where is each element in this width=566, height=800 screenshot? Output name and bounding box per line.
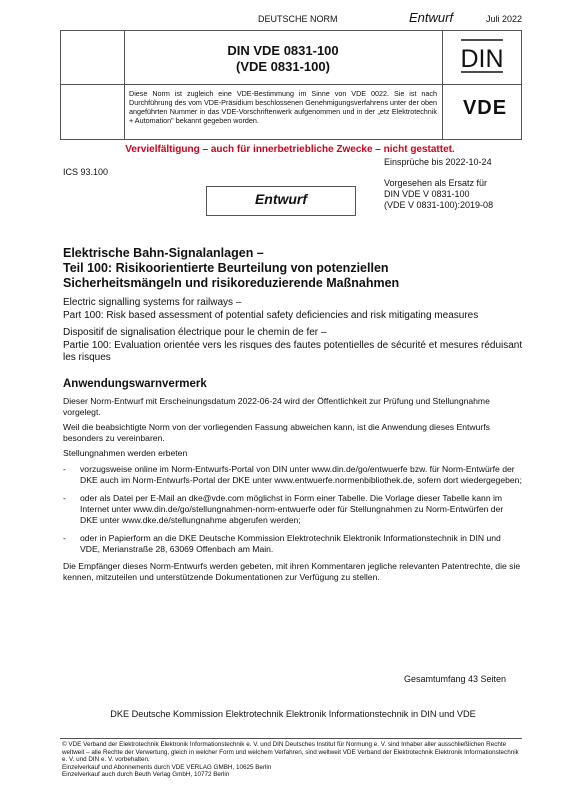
list-item-text: oder in Papierform an die DKE Deutsche Kommission Elektrotechnik Elektronik Informationstechnik in DIN und VDE, Merianstraße 28, 63069 Offenbach am Main. (80, 533, 501, 554)
title-english-line2: Part 100: Risk based assessment of potential safety deficiencies and risk mitigating measures (63, 309, 479, 321)
footer-copyright: © VDE Verband der Elektrotechnik Elektronik Informationstechnik e. V. und DIN Deutsches Institut für Normung e. V. sind Inhaber aller ausschließlichen Rechte weltweit – alle Rechte der Verwertung, gleich in welcher Form und welchem Verfahren, sind weltweit VDE Verband der Elektrotechnik Elektronik Informationstechnik e. V. und DIN e. V. vorbehalten. (62, 741, 519, 764)
list-dash: - (63, 464, 66, 474)
din-logo (461, 39, 503, 73)
din-number: DIN VDE 0831-100 (227, 43, 339, 58)
title-english-line1: Electric signalling systems for railways – (63, 297, 242, 308)
title-german-line3: Sicherheitsmängeln und risikoreduzierende Maßnahmen (63, 276, 400, 290)
draft-label-header: Entwurf (409, 10, 454, 25)
list-item-text: oder als Datei per E-Mail an dke@vde.com möglichst in Form einer Tabelle. Die Vorlage dieser Tabelle kann im Internet unter www.din.de/go/stellungnahmen-norm-entwuerfe oder für Stellungnahmen zu Norm-Entwürfen der DKE unter www.dke.de/stellungnahme abgerufen werden; (80, 493, 504, 525)
replacement-line2: DIN VDE V 0831-100 (384, 189, 470, 199)
din-logo-text: DIN (461, 45, 503, 73)
title-german-line1: Elektrische Bahn-Signalanlagen – (63, 246, 264, 260)
warning-para1: Dieser Norm-Entwurf mit Erscheinungsdatum 2022-06-24 wird der Öffentlichkeit zur Prüfung und Stellungnahme vorgelegt. (63, 396, 490, 417)
title-french-line1: Dispositif de signalisation électrique pour le chemin de fer – (63, 327, 327, 338)
title-english (63, 297, 533, 322)
dke-line: DKE Deutsche Kommission Elektrotechnik Elektronik Informationstechnik in DIN und VDE (110, 709, 476, 719)
footer-divider (60, 738, 522, 739)
warning-para2: Weil die beabsichtigte Norm von der vorliegenden Fassung abweichen kann, ist die Anwendung dieses Entwurfs besonders zu vereinbaren. (63, 422, 490, 443)
vde-number: (VDE 0831-100) (236, 59, 330, 74)
title-german (63, 246, 523, 291)
title-french-line2: Partie 100: Evaluation orientée vers les risques des fautes potentielles de sécurité et mesures réduisant les risques (63, 339, 523, 363)
title-block-divider-v2 (442, 30, 443, 139)
list-item (63, 464, 523, 486)
title-block-divider-h (60, 84, 522, 85)
title-german-line2: Teil 100: Risikoorientierte Beurteilung von potenziellen (63, 261, 389, 275)
footer (62, 741, 522, 779)
list-item-text: vorzugsweise online im Norm-Entwurfs-Portal von DIN unter www.din.de/go/entwuerfe bzw. für Norm-Entwürfe der DKE auch im Norm-Entwurfs-Portal der DKE unter www.entwuerfe.normenbibliothek.de, sofern dort wiedergegeben; (80, 464, 522, 485)
list-dash: - (63, 533, 66, 543)
list-item (63, 533, 523, 555)
ics-code: ICS 93.100 (63, 167, 109, 177)
warning-body (63, 396, 523, 583)
draft-box-label: Entwurf (254, 191, 308, 207)
footer-sales-beuth: Einzelverkauf auch durch Beuth Verlag GmbH, 10772 Berlin (62, 771, 230, 779)
warning-para4: Die Empfänger dieses Norm-Entwurfs werden gebeten, mit ihren Kommentaren jegliche relevanten Patentrechte, die sie kennen, mitzuteilen und unterstützende Dokumentationen zur Verfügung zu stellen. (63, 561, 521, 582)
vde-logo: VDE (462, 97, 508, 119)
title-french (63, 327, 531, 365)
list-item (63, 493, 523, 526)
objections-deadline: Einsprüche bis 2022-10-24 (384, 157, 492, 167)
list-dash: - (63, 493, 66, 503)
warning-para3: Stellungnahmen werden erbeten (63, 448, 188, 458)
warning-heading: Anwendungswarnvermerk (63, 378, 207, 390)
replacement-info (384, 178, 493, 211)
vde-notice: Diese Norm ist zugleich eine VDE-Bestimmung im Sinne von VDE 0022. Sie ist nach Durchführung des vom VDE-Präsidium beschlossenen Genehmigungsverfahrens unter der oben angeführten Nummer in das VDE-Vorschriftenwerk aufgenommen und in der „etz Elektrotechnik + Automation" bekannt gegeben worden. (129, 89, 437, 125)
publication-date: Juli 2022 (486, 14, 523, 24)
replacement-line1: Vorgesehen als Ersatz für (384, 178, 488, 188)
footer-sales-vde: Einzelverkauf und Abonnements durch VDE VERLAG GMBH, 10625 Berlin (62, 763, 272, 771)
replacement-line3: (VDE V 0831-100):2019-08 (384, 200, 494, 210)
norm-type-label: DEUTSCHE NORM (258, 14, 338, 24)
reproduction-notice: Vervielfältigung – auch für innerbetriebliche Zwecke – nicht gestattet. (125, 144, 455, 155)
total-pages: Gesamtumfang 43 Seiten (404, 674, 507, 684)
